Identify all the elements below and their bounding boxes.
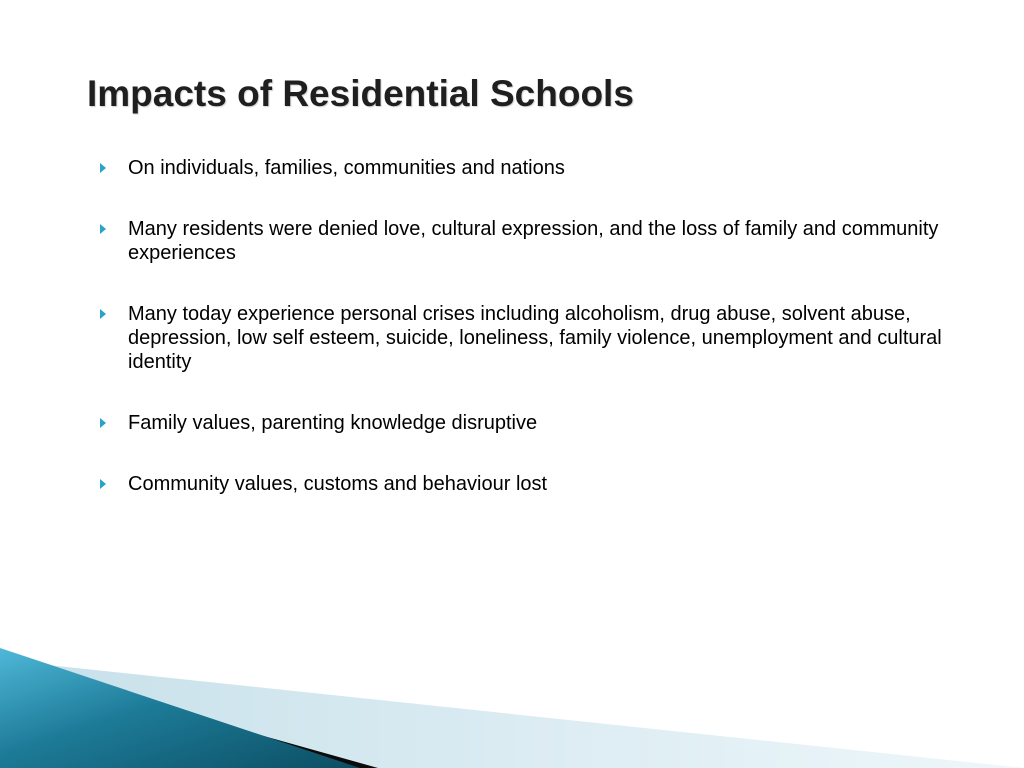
bullet-item bbox=[98, 156, 948, 180]
bullet-text: Many residents were denied love, cultural expression, and the loss of family and community experiences bbox=[128, 218, 939, 264]
bullet-item bbox=[98, 472, 948, 496]
triangle-bullet-icon bbox=[100, 479, 106, 489]
teal-swoosh bbox=[0, 648, 360, 768]
bullet-item bbox=[98, 217, 948, 265]
bullet-item bbox=[98, 302, 948, 374]
triangle-bullet-icon bbox=[100, 163, 106, 173]
triangle-bullet-icon bbox=[100, 418, 106, 428]
dark-swoosh bbox=[0, 662, 378, 768]
bullet-text: Community values, customs and behaviour lost bbox=[128, 473, 548, 495]
bullet-text: Family values, parenting knowledge disruptive bbox=[128, 412, 538, 434]
bullet-list bbox=[98, 156, 948, 496]
bullet-text: Many today experience personal crises including alcoholism, drug abuse, solvent abuse, depression, low self esteem, suicide, loneliness, family violence, unemployment and cultural identity bbox=[128, 303, 942, 373]
triangle-bullet-icon bbox=[100, 309, 106, 319]
bullet-item bbox=[98, 411, 948, 435]
slide-title: Impacts of Residential Schools bbox=[87, 73, 634, 114]
bullet-text: On individuals, families, communities and nations bbox=[128, 157, 565, 179]
triangle-bullet-icon bbox=[100, 224, 106, 234]
light-swoosh bbox=[0, 660, 1024, 768]
